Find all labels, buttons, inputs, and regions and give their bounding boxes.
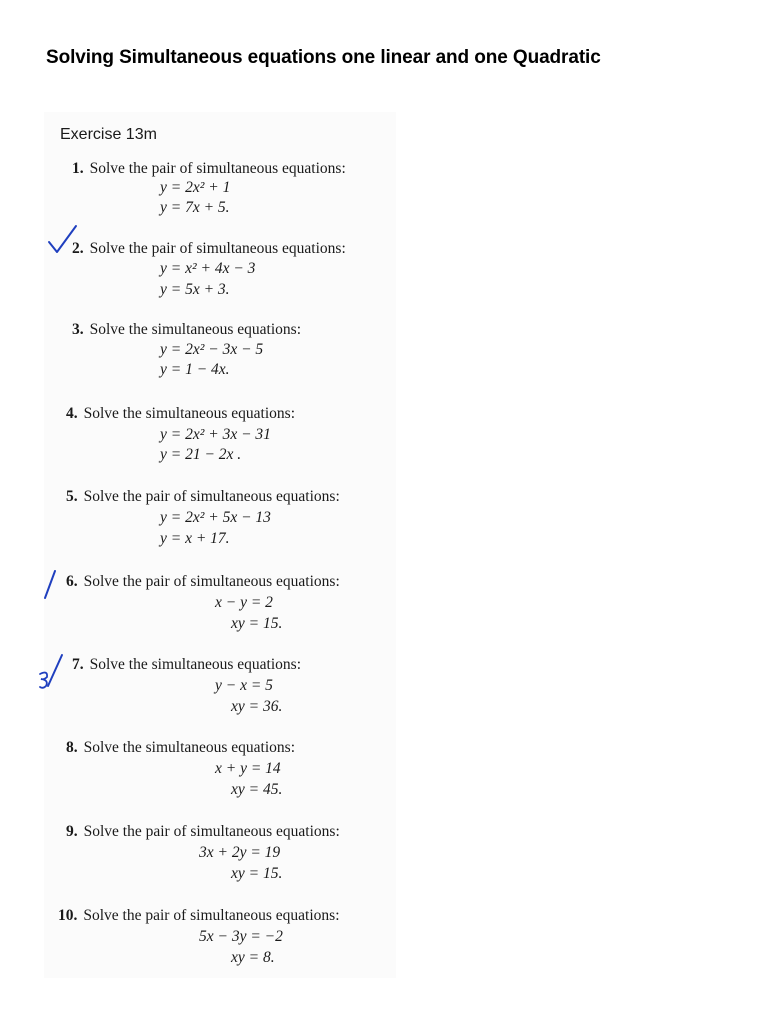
handwritten-slash-mark-icon (40, 568, 60, 602)
problem-number: 2. (72, 240, 84, 257)
problem-prompt (72, 160, 346, 178)
problem-prompt (66, 405, 295, 423)
prompt-text: Solve the simultaneous equations: (83, 405, 296, 422)
ink-stroke (40, 673, 47, 688)
equation-1: x + y = 14 (215, 760, 281, 777)
equation-2: xy = 8. (231, 949, 275, 966)
prompt-text: Solve the pair of simultaneous equations: (89, 160, 346, 177)
problem-prompt (66, 573, 340, 591)
problem-number: 5. (66, 488, 78, 505)
equation-2: y = 7x + 5. (160, 199, 230, 216)
problem-prompt (66, 488, 340, 506)
equation-2: xy = 36. (231, 698, 283, 715)
problem-number: 7. (72, 656, 84, 673)
equation-1: y = 2x² − 3x − 5 (160, 341, 264, 358)
equation-1: y = x² + 4x − 3 (160, 260, 256, 277)
problem-number: 8. (66, 739, 78, 756)
problem-6 (0, 573, 768, 633)
equation-1: y − x = 5 (215, 677, 273, 694)
ink-stroke (49, 226, 76, 252)
prompt-text: Solve the pair of simultaneous equations: (83, 573, 340, 590)
problem-2 (0, 240, 768, 300)
problem-9 (0, 823, 768, 883)
equation-1: x − y = 2 (215, 594, 273, 611)
problem-number: 4. (66, 405, 78, 422)
exercise-heading: Exercise 13m (60, 126, 157, 143)
problem-number: 10. (58, 907, 78, 924)
equation-2: y = 5x + 3. (160, 281, 230, 298)
equation-1: y = 2x² + 5x − 13 (160, 509, 271, 526)
equation-2: xy = 15. (231, 865, 283, 882)
equation-2: xy = 15. (231, 615, 283, 632)
prompt-text: Solve the simultaneous equations: (89, 656, 302, 673)
prompt-text: Solve the simultaneous equations: (89, 321, 302, 338)
problem-prompt (66, 823, 340, 841)
equation-2: y = 1 − 4x. (160, 361, 230, 378)
prompt-text: Solve the pair of simultaneous equations: (83, 488, 340, 505)
equation-1: 3x + 2y = 19 (199, 844, 281, 861)
problem-10 (0, 907, 768, 967)
problem-3 (0, 321, 768, 381)
equation-1: y = 2x² + 1 (160, 179, 231, 196)
problem-number: 6. (66, 573, 78, 590)
prompt-text: Solve the pair of simultaneous equations: (83, 907, 340, 924)
prompt-text: Solve the simultaneous equations: (83, 739, 296, 756)
problem-prompt (72, 321, 301, 339)
prompt-text: Solve the pair of simultaneous equations: (89, 240, 346, 257)
problem-number: 9. (66, 823, 78, 840)
problem-4 (0, 405, 768, 465)
problem-7 (0, 656, 768, 716)
prompt-text: Solve the pair of simultaneous equations: (83, 823, 340, 840)
equation-2: y = x + 17. (160, 530, 230, 547)
equation-1: 5x − 3y = −2 (199, 928, 283, 945)
problem-prompt (58, 907, 340, 925)
handwritten-check-mark-icon (46, 222, 86, 258)
ink-stroke (45, 571, 55, 598)
handwritten-mark-icon (36, 652, 68, 692)
page-title: Solving Simultaneous equations one linear and one Quadratic (46, 47, 601, 68)
problem-5 (0, 488, 768, 548)
equation-1: y = 2x² + 3x − 31 (160, 426, 271, 443)
problem-number: 1. (72, 160, 84, 177)
problem-number: 3. (72, 321, 84, 338)
problem-8 (0, 739, 768, 799)
equation-2: xy = 45. (231, 781, 283, 798)
ink-stroke (48, 655, 62, 686)
problem-prompt (72, 240, 346, 258)
problem-prompt (66, 739, 295, 757)
equation-2: y = 21 − 2x . (160, 446, 242, 463)
problem-1 (0, 160, 768, 220)
problem-prompt (72, 656, 301, 674)
